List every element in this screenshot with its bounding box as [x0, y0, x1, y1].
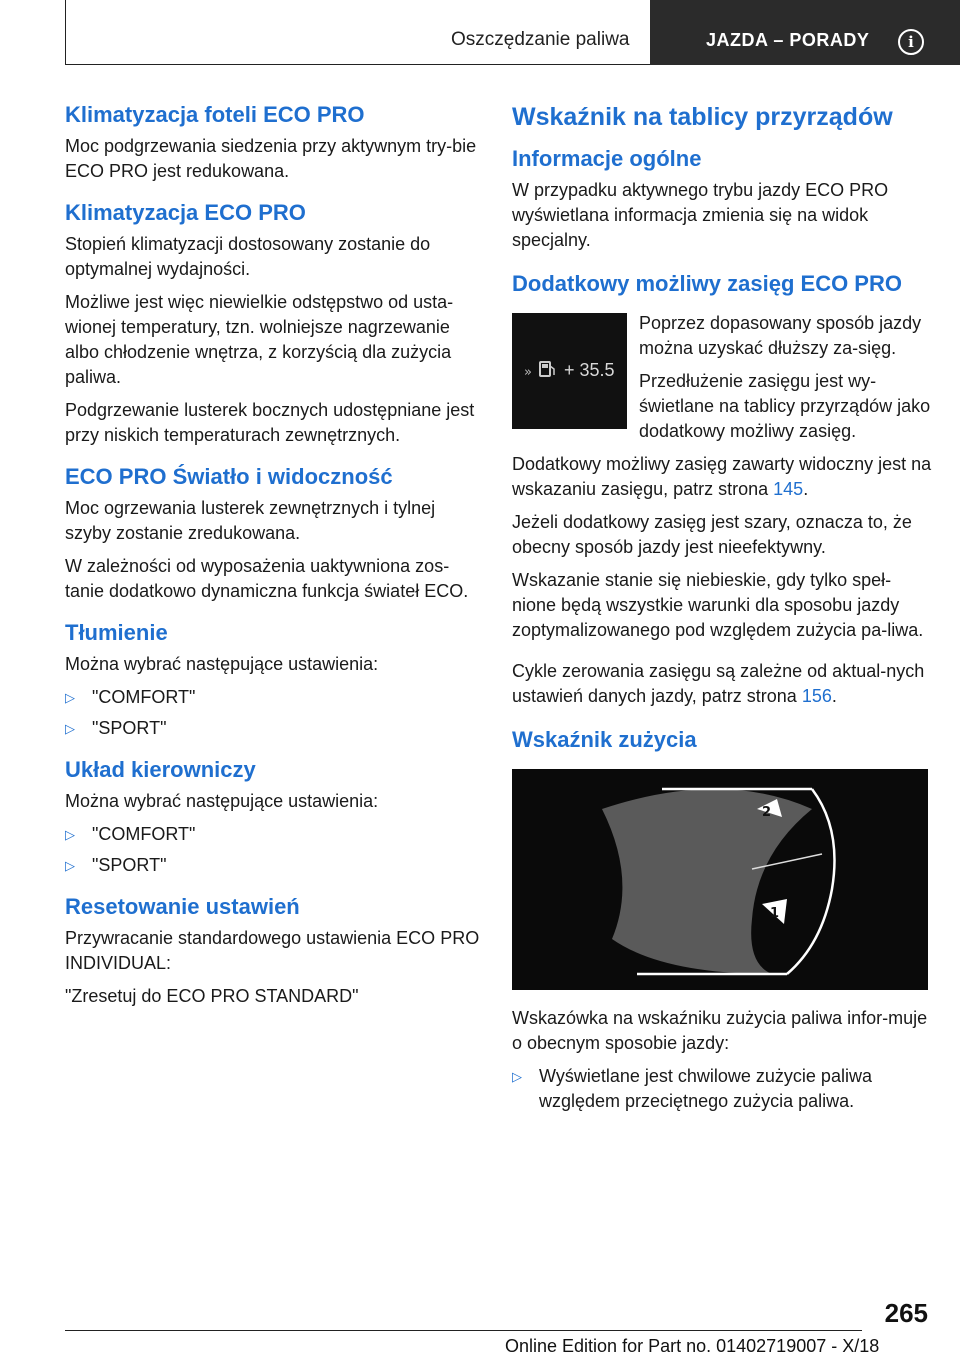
section-heading: Klimatyzacja foteli ECO PRO [65, 102, 365, 127]
chapter-title: JAZDA – PORADY [706, 30, 870, 50]
section-steering [65, 755, 480, 878]
header-section-title: Oszczędzanie paliwa [451, 29, 630, 50]
paragraph: "Zresetuj do ECO PRO STANDARD" [65, 986, 359, 1006]
section-heading-consumption: Wskaźnik zużycia [512, 727, 697, 752]
settings-list [65, 822, 480, 878]
triangle-bullet-icon: ▷ [512, 1069, 522, 1084]
list-item: ▷ Wyświetlane jest chwilowe zużycie paliwa względem przeciętnego zużycia paliwa. [512, 1066, 872, 1111]
header-left-border [65, 0, 66, 64]
section-reset [65, 892, 480, 1009]
paragraph: Moc podgrzewania siedzenia przy aktywnym try‐bie ECO PRO jest redukowana. [65, 136, 477, 181]
info-icon: i [898, 29, 924, 55]
main-heading: Wskaźnik na tablicy przyrządów [512, 103, 893, 131]
paragraph: W przypadku aktywnego trybu jazdy ECO PRO wyświetlana informacja zmienia się na widok specjalny. [512, 180, 889, 250]
paragraph: Przywracanie standardowego ustawienia ECO PRO INDIVIDUAL: [65, 928, 480, 973]
fuel-pump-icon [524, 358, 560, 388]
section-heading-range: Dodatkowy możliwy zasięg ECO PRO [512, 271, 902, 296]
header-chapter-tab [650, 0, 960, 65]
section-heading-general: Informacje ogólne [512, 146, 702, 171]
paragraph: Moc ogrzewania lusterek zewnętrznych i tylnej szyby zostanie zredukowana. [65, 498, 436, 543]
page-link[interactable]: 145 [773, 479, 804, 499]
page-number: 265 [884, 1298, 928, 1328]
list-item: ▷ "COMFORT" [65, 822, 480, 847]
svg-text:»: » [524, 365, 532, 380]
paragraph: Jeżeli dodatkowy zasięg jest szary, oznacza to, że obecny sposób jazdy jest nieefektywny. [512, 512, 912, 557]
section-seat-climate [65, 100, 480, 184]
consumption-gauge-image [512, 769, 928, 990]
paragraph-with-link: Cykle zerowania zasięgu są zależne od aktual‐nych ustawień danych jazdy, patrz strona 156. [512, 661, 925, 706]
footer-rule [65, 1330, 862, 1331]
paragraph: Przedłużenie zasięgu jest wy‐świetlane na tablicy przyrządów jako dodatkowy możliwy zasięg. [639, 371, 931, 441]
paragraph: W zależności od wyposażenia uaktywniona zos‐tanie dodatkowo dynamiczna funkcja świateł ECO. [65, 556, 469, 601]
range-display-image [512, 313, 627, 429]
section-damping [65, 618, 480, 741]
gauge-marker-2: 2 [762, 805, 772, 820]
list-item: ▷ "COMFORT" [65, 685, 480, 710]
paragraph: Poprzez dopasowany sposób jazdy można uzyskać dłuższy za‐sięg. [639, 313, 922, 358]
paragraph: Można wybrać następujące ustawienia: [65, 654, 379, 674]
triangle-bullet-icon: ▷ [65, 721, 75, 736]
paragraph: Wskazanie stanie się niebieskie, gdy tylko speł‐nione będą wszystkie warunki dla sposobu jazdy zoptymalizowanego pod względem zużycia pa‐liwa. [512, 570, 924, 640]
section-heading: Tłumienie [65, 620, 168, 645]
list-item: ▷ "SPORT" [65, 853, 480, 878]
page-link[interactable]: 156 [801, 686, 832, 706]
settings-list [65, 685, 480, 741]
triangle-bullet-icon: ▷ [65, 858, 75, 873]
paragraph-with-link: Dodatkowy możliwy zasięg zawarty widoczny jest na wskazaniu zasięgu, patrz strona 145. [512, 454, 932, 499]
left-column [65, 100, 480, 1023]
section-heading: ECO PRO Światło i widoczność [65, 464, 393, 489]
section-heading: Resetowanie ustawień [65, 894, 300, 919]
header-rule [65, 64, 650, 65]
range-value: + 35.5 [564, 360, 615, 380]
triangle-bullet-icon: ▷ [65, 690, 75, 705]
paragraph: Wskazówka na wskaźniku zużycia paliwa infor‐muje o obecnym sposobie jazdy: [512, 1008, 928, 1053]
list-item: ▷ "SPORT" [65, 716, 480, 741]
section-light-visibility [65, 462, 480, 604]
section-heading: Układ kierowniczy [65, 757, 256, 782]
gauge-marker-1: 1 [770, 906, 780, 921]
paragraph: Stopień klimatyzacji dostosowany zostanie do optymalnej wydajności. [65, 234, 431, 279]
paragraph: Możliwe jest więc niewielkie odstępstwo od usta‐wionej temperatury, tzn. wolniejsze nagrzewanie albo chłodzenie wnętrza, z korzyścią dla zużycia paliwa. [65, 292, 454, 387]
section-heading: Klimatyzacja ECO PRO [65, 200, 306, 225]
triangle-bullet-icon: ▷ [65, 827, 75, 842]
paragraph: Podgrzewanie lusterek bocznych udostępniane jest przy niskich temperaturach zewnętrznych. [65, 400, 475, 445]
consumption-list [512, 1064, 932, 1114]
section-climate [65, 198, 480, 448]
paragraph: Można wybrać następujące ustawienia: [65, 791, 379, 811]
edition-note: Online Edition for Part no. 01402719007 - X/18 [505, 1336, 880, 1356]
right-column [512, 100, 932, 1120]
